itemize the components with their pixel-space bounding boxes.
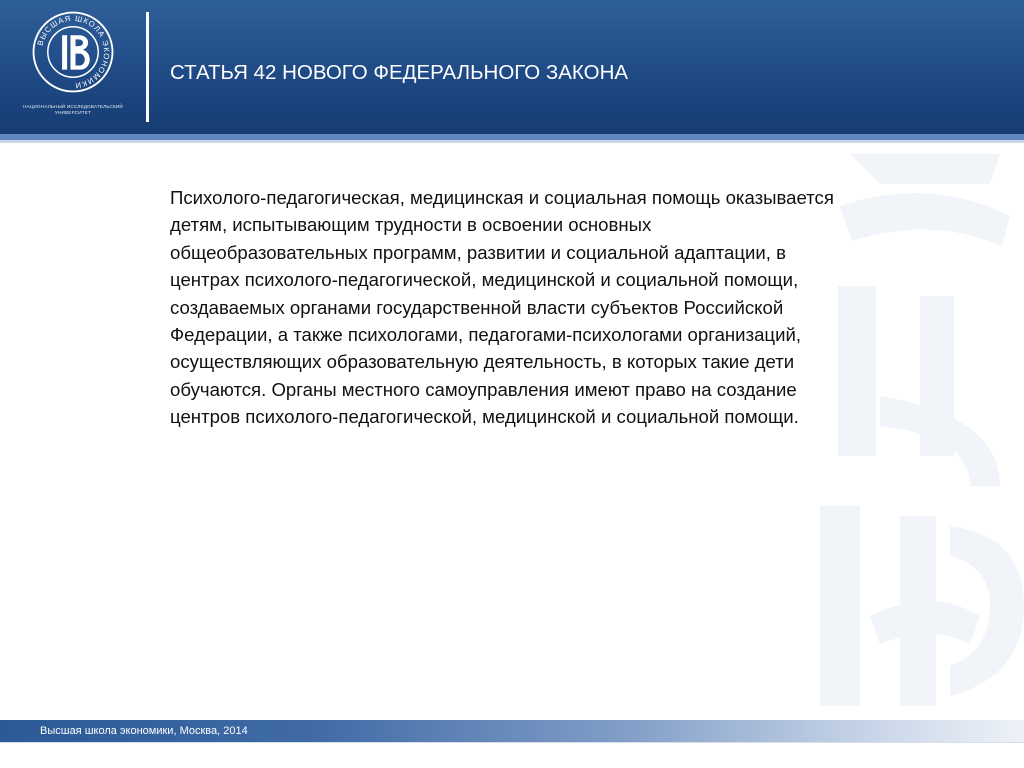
slide-header [0,0,1024,134]
main-paragraph: Психолого-педагогическая, медицинская и социальная помощь оказывается детям, испытывающим трудности в освоении основных общеобразовательных программ, развитии и социальной адаптации, в центрах психолого-педагогической, медицинской и социальной помощи, создаваемых органами государственной власти субъектов Российской Федерации, а также психологами, педагогами-психологами организаций, осуществляющих образовательную деятельность, в которых такие дети обучаются. Органы местного самоуправления имеют право на создание центров психолого-педагогической, медицинской и социальной помощи. [170,187,834,428]
footer-line [0,742,1024,743]
header-stripe-light [0,140,1024,143]
slide-title: СТАТЬЯ 42 НОВОГО ФЕДЕРАЛЬНОГО ЗАКОНА [170,61,629,84]
logo-caption [22,104,124,116]
header-divider [146,12,149,122]
hse-emblem-icon [31,10,115,94]
logo-caption-line-1: НАЦИОНАЛЬНЫЙ ИССЛЕДОВАТЕЛЬСКИЙ [23,104,123,109]
logo-caption-line-2: УНИВЕРСИТЕТ [54,110,92,115]
logo-ring-text: ВЫСШАЯ ШКОЛА ЭКОНОМИКИ [35,13,112,91]
footer-text: Высшая школа экономики, Москва, 2014 [40,725,248,737]
logo-block [22,10,124,122]
